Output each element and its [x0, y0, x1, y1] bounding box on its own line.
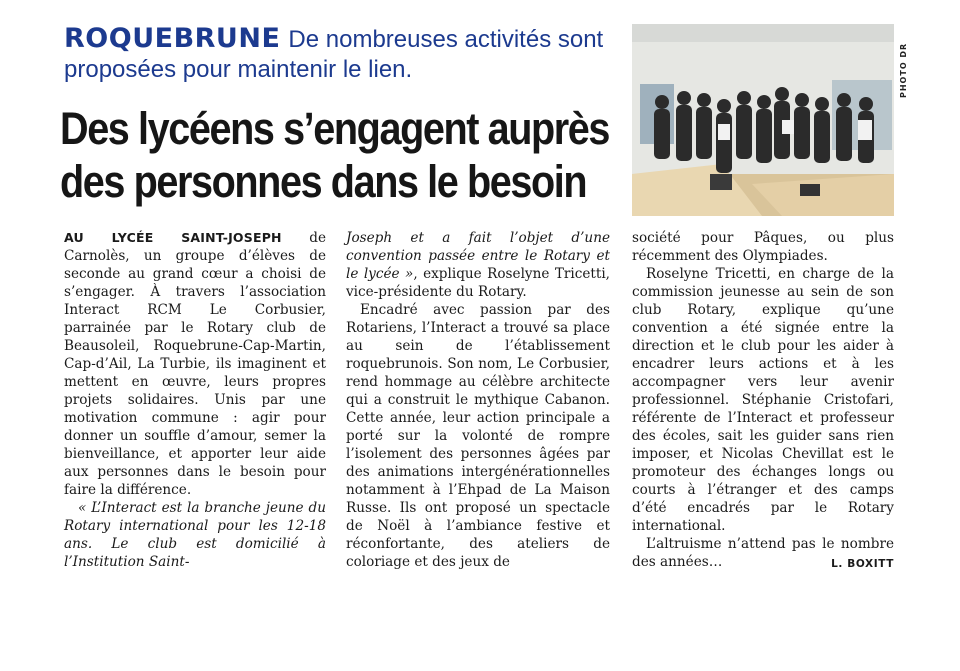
author-signature: L. BOXITT	[831, 558, 894, 570]
col3-paragraph-3	[632, 535, 894, 571]
group-photo-illustration	[632, 24, 894, 216]
article-column-1	[64, 229, 326, 571]
col3-closing-line: L’altruisme n’attend pas le nombre des années…	[632, 536, 894, 570]
col1-paragraph-1	[64, 229, 326, 499]
headline-line-1: Des lycéens s’engagent auprès	[60, 103, 610, 154]
lede-caps: AU LYCÉE SAINT-JOSEPH	[64, 230, 282, 245]
col1-quote: « L’Interact est la branche jeune du Rotary international pour les 12-18 ans. Le club est domicilié à l’Institution Saint-	[64, 500, 326, 570]
kicker-place: ROQUEBRUNE	[64, 23, 281, 54]
article-kicker	[64, 24, 624, 85]
col2-attribution: , explique Roselyne Tricetti, vice-présidente du Rotary.	[346, 266, 611, 300]
article-column-3	[632, 229, 894, 573]
col2-paragraph-2: Encadré avec passion par des Rotariens, l’Interact a trouvé sa place au sein de l’établissement roquebrunois. Son nom, Le Corbusier, rend hommage au célèbre architecte qui a construit le mythique Cabanon. Cette année, leur action principale a porté sur la volonté de rompre l’isolement des personnes âgées par des animations intergénérationnelles notamment à l’Ehpad de La Maison Russe. Ils ont proposé un spectacle de Noël à l’ambiance festive et réconfortante, des ateliers de coloriage et des jeux de	[346, 302, 610, 570]
article-headline	[60, 102, 610, 208]
col1-paragraph-1-text: de Carnolès, un groupe d’élèves de seconde au grand cœur a choisi de s’engager. À travers l’association Interact RCM Le Corbusier, parrainée par le Rotary club de Beausoleil, Roquebrune-Cap-Martin, Cap-d’Ail, La Turbie, ils imaginent et mettent en œuvre, leurs propres projets solidaires. Unis par une motivation commune : agir pour donner un souffle d’amour, semer la bienveillance, et apporter leur aide aux personnes dans le besoin pour faire la différence.	[64, 230, 326, 498]
kicker-lead: De nombreuses activités sont proposées pour maintenir le lien.	[64, 26, 604, 83]
col3-paragraph-1: société pour Pâques, ou plus récemment des Olympiades.	[632, 230, 894, 264]
col3-paragraph-2: Roselyne Tricetti, en charge de la commission jeunesse au sein de son club Rotary, explique qu’une convention a été signée entre la direction et le club pour les aider à encadrer leurs actions et à les accompagner vers leur avenir professionnel. Stéphanie Cristofari, référente de l’Interact et professeur des écoles, sait les guider sans rien imposer, et Nicolas Chevillat est le promoteur des échanges longs ou courts à l’étranger et des camps d’été encadrés par le Rotary international.	[632, 266, 894, 534]
photo-credit: PHOTO DR	[899, 42, 908, 98]
headline-line-2: des personnes dans le besoin	[60, 156, 587, 207]
article-column-2	[346, 229, 610, 571]
col2-paragraph-1	[346, 229, 610, 301]
col2-quote: Joseph et a fait l’objet d’une convention passée entre le Rotary et le lycée »	[346, 230, 610, 282]
group-photo	[632, 24, 894, 216]
